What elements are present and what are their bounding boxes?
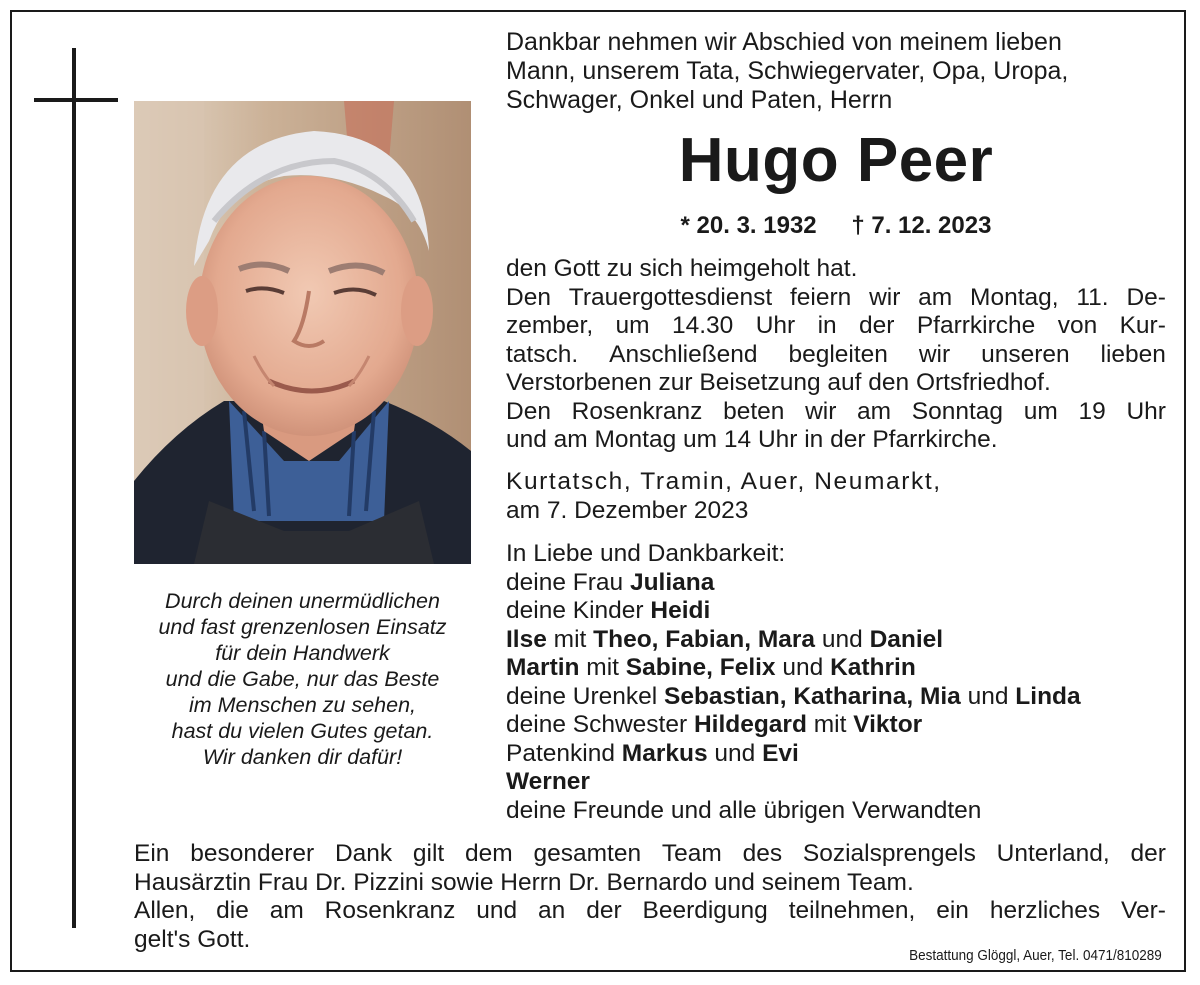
connector: mit	[806, 711, 854, 738]
quote-line: und die Gabe, nur das Beste	[165, 667, 440, 691]
quote-line: Durch deinen unermüdlichen	[165, 589, 440, 613]
family-name: Juliana	[629, 568, 715, 596]
body-line	[506, 341, 1166, 370]
relation: deine Schwester	[506, 711, 694, 738]
body-line: den Gott zu sich heimgeholt hat.	[506, 255, 858, 282]
word: Dank	[334, 840, 393, 867]
word: um	[1023, 397, 1058, 425]
family-list	[506, 540, 1081, 825]
body-line	[506, 398, 1166, 427]
word: an	[538, 897, 566, 924]
word: beten	[723, 397, 785, 425]
relation: deine Urenkel	[506, 682, 664, 710]
word: tatsch.	[506, 340, 579, 368]
family-name: Daniel	[869, 625, 944, 653]
body-line	[506, 284, 1166, 313]
intro-line: Mann, unserem Tata, Schwiegervater, Opa, Uropa,	[506, 57, 1069, 85]
body-line	[506, 312, 1166, 341]
thanks-line	[134, 897, 1166, 926]
word: Uhr	[755, 312, 796, 339]
word: Uhr	[1126, 397, 1166, 425]
word: wir	[918, 340, 951, 368]
quote-line: im Menschen zu sehen,	[188, 693, 417, 717]
family-heading: In Liebe und Dankbarkeit:	[506, 540, 786, 567]
thanks-line	[134, 840, 1166, 869]
word: besonderer	[190, 840, 315, 867]
intro-line: Schwager, Onkel und Paten, Herrn	[506, 86, 893, 114]
word: in	[817, 312, 837, 339]
word: am	[918, 283, 953, 311]
word: Den	[506, 283, 551, 311]
word: Sonntag	[911, 397, 1004, 425]
body-line: und am Montag um 14 Uhr in der Pfarrkirche.	[506, 426, 998, 453]
word: am	[857, 397, 892, 425]
word: Pfarrkirche	[916, 312, 1036, 339]
word: teilnehmen,	[788, 897, 916, 924]
family-line	[506, 740, 1081, 769]
deceased-name: Hugo Peer	[678, 126, 994, 195]
family-line	[506, 768, 1081, 797]
word: 11.	[1076, 283, 1109, 311]
family-name: Ilse	[506, 625, 547, 653]
word: Unterland,	[996, 840, 1110, 867]
family-name: Kathrin	[830, 654, 916, 681]
family-line	[506, 597, 1081, 626]
cross-icon-bar	[34, 98, 118, 102]
word: 19	[1078, 397, 1106, 425]
family-name: Sebastian, Katharina, Mia	[663, 682, 961, 710]
death-date: † 7. 12. 2023	[851, 212, 992, 239]
family-name: Viktor	[853, 711, 923, 738]
thanks-line: gelt's Gott.	[134, 925, 251, 953]
word: begleiten	[788, 340, 888, 368]
life-dates	[506, 210, 1166, 242]
family-line	[506, 626, 1081, 655]
word: Anschließend	[609, 340, 758, 368]
word: der	[586, 897, 622, 924]
word: lieben	[1100, 340, 1166, 368]
thanks-line: Hausärztin Frau Dr. Pizzini sowie Herrn Dr. Bernardo und seinem Team.	[134, 868, 914, 896]
connector: und	[707, 739, 763, 767]
acknowledgement	[134, 840, 1166, 954]
funeral-home-credit: Bestattung Glöggl, Auer, Tel. 0471/810289	[909, 947, 1162, 964]
word: und	[476, 897, 518, 924]
word: des	[742, 840, 783, 867]
word: zember,	[506, 312, 594, 339]
word: herzliches	[989, 897, 1101, 924]
intro-text	[506, 28, 1068, 115]
family-line	[506, 683, 1081, 712]
family-name: Markus	[621, 739, 708, 767]
word: Ver-	[1121, 897, 1166, 924]
connector: und	[960, 682, 1016, 710]
word: gesamten	[533, 840, 642, 867]
family-name: Martin	[506, 654, 580, 681]
relation: Patenkind	[506, 739, 622, 767]
word: unseren	[981, 340, 1070, 368]
word: Ein	[134, 840, 170, 867]
family-line	[506, 569, 1081, 598]
word: Beerdigung	[642, 897, 768, 924]
word: dem	[465, 840, 513, 867]
memorial-quote	[134, 588, 471, 770]
towns: Kurtatsch, Tramin, Auer, Neumarkt,	[506, 468, 942, 495]
word: Team	[661, 840, 722, 867]
word: 14.30	[671, 312, 734, 339]
family-line	[506, 711, 1081, 740]
word: ein	[936, 897, 969, 924]
word: Sozialsprengels	[802, 840, 976, 867]
body-line: Verstorbenen zur Beisetzung auf den Ortsfriedhof.	[506, 369, 1051, 396]
intro-line: Dankbar nehmen wir Abschied von meinem lieben	[506, 28, 1062, 56]
word: um	[615, 312, 650, 339]
service-info	[506, 255, 1166, 455]
word: feiern	[789, 283, 852, 311]
word: Kur-	[1119, 312, 1166, 339]
quote-line: für dein Handwerk	[215, 641, 390, 665]
relation: deine Kinder	[506, 597, 651, 624]
connector: mit	[579, 654, 626, 681]
connector: und	[815, 625, 870, 653]
word: wir	[869, 283, 901, 311]
word: gilt	[412, 840, 445, 867]
word: Montag,	[970, 283, 1059, 311]
cross-icon	[72, 48, 76, 928]
connector: und	[775, 654, 831, 681]
word: der	[1130, 840, 1166, 867]
word: der	[859, 312, 895, 339]
quote-line: hast du vielen Gutes getan.	[171, 719, 434, 743]
word: wir	[805, 397, 837, 425]
family-name: Linda	[1015, 682, 1081, 710]
word: Den	[506, 397, 551, 425]
word: von	[1057, 312, 1098, 339]
word: Rosenkranz	[571, 397, 703, 425]
family-name: Theo, Fabian, Mara	[593, 625, 816, 653]
birth-date: * 20. 3. 1932	[680, 212, 817, 239]
word: Rosenkranz	[324, 897, 456, 924]
notice-date: am 7. Dezember 2023	[506, 496, 749, 524]
family-name: Heidi	[650, 597, 711, 624]
family-name: Sabine, Felix	[625, 654, 776, 681]
word: am	[269, 897, 304, 924]
quote-line: und fast grenzenlosen Einsatz	[158, 615, 447, 639]
word: Allen,	[134, 897, 196, 924]
place-date	[506, 468, 942, 525]
word: die	[216, 897, 249, 924]
quote-line: Wir danken dir dafür!	[202, 745, 403, 769]
word: De-	[1126, 283, 1166, 311]
family-line: deine Freunde und alle übrigen Verwandten	[506, 796, 982, 824]
family-name: Werner	[506, 768, 590, 795]
family-name: Hildegard	[693, 711, 807, 738]
portrait-photo	[134, 101, 471, 564]
family-line	[506, 654, 1081, 683]
relation: deine Frau	[506, 568, 630, 596]
family-name: Evi	[762, 739, 799, 767]
word: Trauergottesdienst	[568, 283, 773, 311]
connector: mit	[546, 625, 594, 653]
